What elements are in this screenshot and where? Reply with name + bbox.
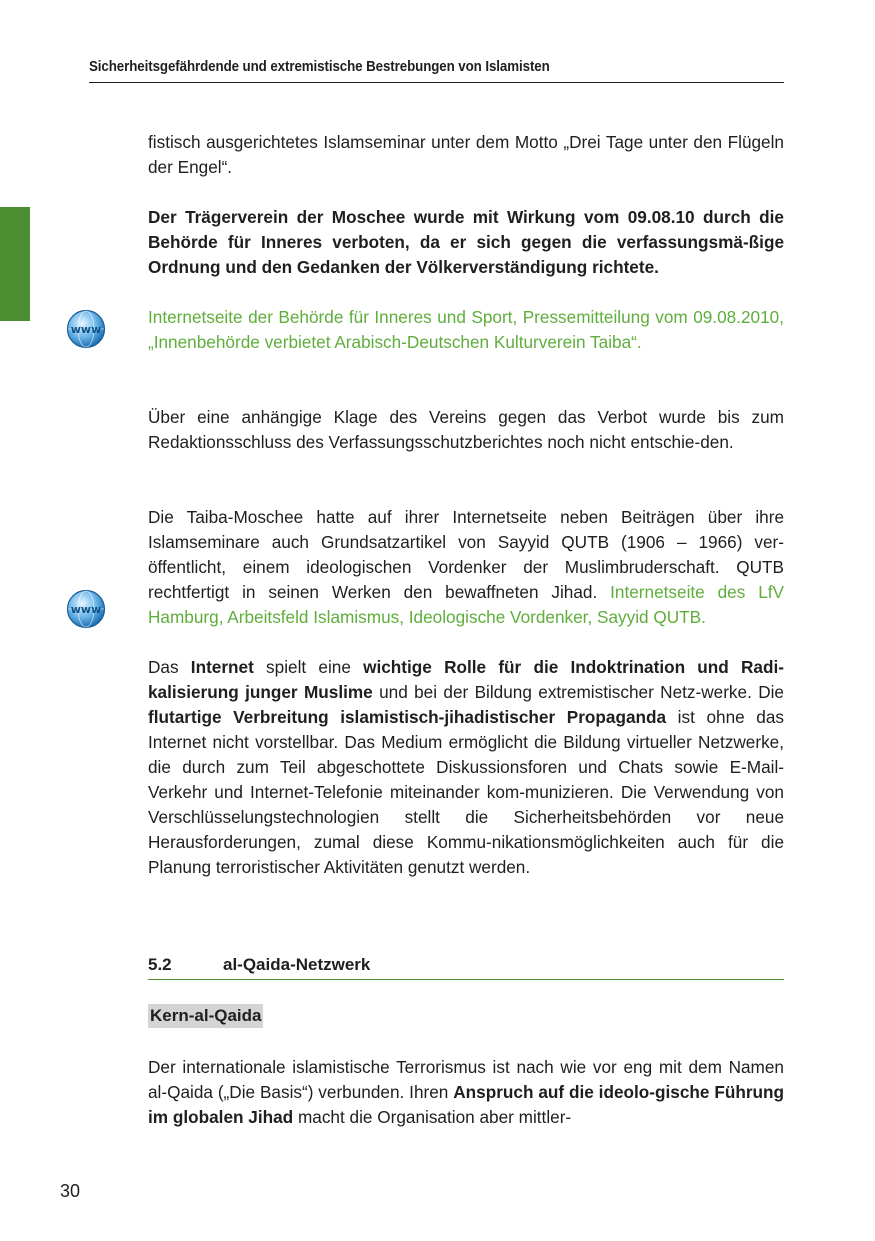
- section-rule: [148, 979, 784, 980]
- subheading: Kern-al-Qaida: [148, 1004, 263, 1028]
- www-icon-label: www: [70, 323, 102, 336]
- header-rule: [89, 82, 784, 83]
- source-link-1[interactable]: Internetseite der Behörde für Inneres und Sport, Pressemitteilung vom 09.08.2010, „Innenbehörde verbietet Arabisch-Deutschen Kulturverein Taiba“.: [148, 307, 784, 352]
- text-run: Der internationale islamistische Terrorismus ist nach wie vor eng mit dem Namen al-Qaida („Die Basis“) verbunden. Ihren: [148, 1057, 784, 1102]
- paragraph-taiba-mosque: [148, 505, 784, 630]
- www-globe-icon[interactable]: [66, 309, 106, 349]
- page-number: 30: [60, 1181, 81, 1201]
- paragraph-1: fistisch ausgerichtetes Islamseminar unter dem Motto „Drei Tage unter den Flügeln der Engel“.: [148, 132, 784, 177]
- paragraph-ban-notice: Der Trägerverein der Moschee wurde mit Wirkung vom 09.08.10 durch die Behörde für Inneres verboten, da er sich gegen die verfassungsmä-ßige Ordnung und den Gedanken der Völkerverständigung richtete.: [148, 207, 784, 277]
- text-run: spielt eine: [253, 657, 364, 677]
- text-run: und bei der Bildung extremistischer Netz-werke. Die: [372, 682, 784, 702]
- paragraph-lawsuit: Über eine anhängige Klage des Vereins gegen das Verbot wurde bis zum Redaktionsschluss des Verfassungsschutzberichtes noch nicht entschie-den.: [148, 407, 784, 452]
- text-run: macht die Organisation aber mittler-: [293, 1107, 572, 1127]
- text-run: ist ohne das Internet nicht vorstellbar. Das Medium ermöglicht die Bildung virtueller Netzwerke, die durch zum Teil abgeschottete Diskussionsforen und Chats sowie E-Mail-Verkehr und Internet-Telefonie miteinander kom-munizieren. Die Verwendung von Verschlüsselungstechnologien stellt die Sicherheitsbehörden vor neue Herausforderungen, zumal diese Kommu-nikationsmöglichkeiten auch für die Planung terroristischer Aktivitäten genutzt werden.: [148, 707, 784, 877]
- source-link-2[interactable]: Internetseite des LfV Hamburg, Arbeitsfeld Islamismus, Ideologische Vordenker, Sayyid QUTB.: [148, 582, 784, 627]
- section-number: 5.2: [148, 955, 172, 974]
- bold-run: flutartige Verbreitung islamistisch-jihadistischer Propaganda: [148, 707, 667, 727]
- section-heading: [148, 955, 784, 975]
- taiba-text: Die Taiba-Moschee hatte auf ihrer Internetseite neben Beiträgen über ihre Islamseminare auch Grundsatzartikel von Sayyid QUTB (1906 – 1966) ver-öffentlicht, einem ideologischen Vordenker der Muslimbruderschaft. QUTB rechtfertigt in seinen Werken den bewaffneten Jihad.: [148, 507, 784, 602]
- www-globe-icon[interactable]: [66, 589, 106, 629]
- bold-run: wichtige Rolle für die Indoktrination und Radi-kalisierung junger Muslime: [148, 657, 784, 702]
- paragraph-internet: [148, 655, 784, 880]
- www-icon-label: www: [70, 603, 102, 616]
- bold-run: Anspruch auf die ideolo-gische Führung im globalen Jihad: [148, 1082, 785, 1127]
- bold-run: Internet: [190, 657, 254, 677]
- text-run: Das: [148, 657, 191, 677]
- running-header: Sicherheitsgefährdende und extremistische Bestrebungen von Islamisten: [89, 59, 550, 75]
- paragraph-al-qaida: [148, 1055, 784, 1130]
- section-title: al-Qaida-Netzwerk: [223, 955, 371, 974]
- chapter-tab: [0, 207, 30, 321]
